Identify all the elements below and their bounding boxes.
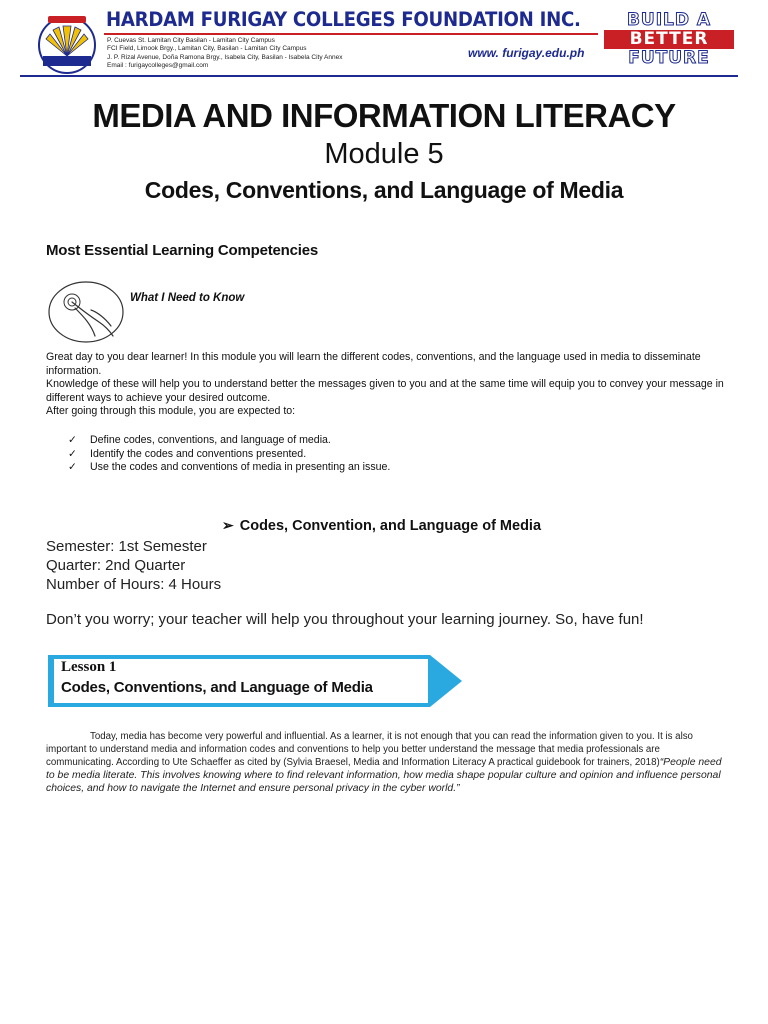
body-text: Today, media has become very powerful and influential. As a learner, it is not enough that you can read the information given to you. It is also important to understand media and information codes and conventions to help you better understand the message that media professionals are communicating. According to Ute Schaeffer as cited by (Sylvia Braesel, Media and Information Literacy A practical guidebook for trainers, 2018): [46, 731, 693, 768]
intro-paragraph: Knowledge of these will help you to understand better the messages given to you and at the same time will equip you to convey your message in different ways to achieve your desired outcome.: [46, 378, 724, 404]
list-item: [68, 461, 390, 475]
module-subtitle: Codes, Conventions, and Language of Media: [144, 177, 624, 203]
header-divider-navy: [20, 75, 738, 77]
campus-line: FCI Field, Limook Brgy., Lamitan City, Basilan - Lamitan City Campus: [107, 45, 307, 53]
objectives-list: [68, 434, 390, 475]
module-number: Module 5: [324, 138, 444, 170]
slogan-line: FUTURE: [628, 48, 710, 68]
objective-text: Define codes, conventions, and language of media.: [90, 434, 331, 446]
what-i-need-to-know-heading: What I Need to Know: [130, 292, 245, 304]
school-name: HARDAM FURIGAY COLLEGES FOUNDATION INC.: [106, 8, 581, 31]
quarter-text: Quarter: 2nd Quarter: [46, 557, 186, 574]
campus-line: P. Cuevas St. Lamitan City Basilan - Lamitan City Campus: [107, 37, 275, 44]
arrow-bullet-icon: ➢: [222, 517, 234, 533]
checkmark-icon: ✓: [68, 434, 77, 446]
document-title: MEDIA AND INFORMATION LITERACY: [92, 97, 676, 134]
website-link[interactable]: www. furigay.edu.ph: [468, 46, 585, 60]
objective-text: Use the codes and conventions of media in presenting an issue.: [90, 461, 391, 474]
section-heading: [222, 517, 541, 534]
touch-hand-icon: [47, 280, 125, 344]
list-item: [68, 448, 390, 462]
hours-text: Number of Hours: 4 Hours: [46, 576, 222, 593]
intro-paragraph: Great day to you dear learner! In this module you will learn the different codes, conventions, and the language used in media to disseminate information.: [46, 351, 701, 377]
course-info: [46, 537, 221, 594]
slogan-graphic: [604, 11, 734, 73]
school-logo: [34, 12, 100, 74]
quote-text: “People need to be media literate. This involves knowing where to find relevant information, how media shape popular culture and opinion and influence personal choices, and how to navigate the Internet and ensure personal privacy in the cyber world.”: [46, 756, 722, 794]
lesson-label: Lesson 1: [61, 659, 117, 675]
lesson-body: [46, 731, 724, 796]
competencies-heading: Most Essential Learning Competencies: [46, 242, 319, 259]
checkmark-icon: ✓: [68, 461, 77, 474]
email-line: Email : furigaycolleges@gmail.com: [107, 61, 209, 69]
encouragement-text: Don’t you worry; your teacher will help you throughout your learning journey. So, have fun!: [46, 611, 644, 628]
intro-text: [46, 351, 726, 419]
checkmark-icon: ✓: [68, 447, 77, 460]
lesson-title: Codes, Conventions, and Language of Media: [61, 679, 373, 696]
campus-line: J. P. Rizal Avenue, Doña Ramona Brgy., Isabela City, Basilan - Isabela City Annex: [107, 53, 343, 61]
semester-text: Semester: 1st Semester: [46, 538, 207, 555]
intro-paragraph: After going through this module, you are expected to:: [46, 405, 296, 418]
list-item: [68, 434, 390, 448]
slogan-line: BUILD A: [626, 10, 712, 30]
section-heading-text: Codes, Convention, and Language of Media: [239, 518, 542, 534]
campus-addresses: [107, 37, 342, 70]
objective-text: Identify the codes and conventions presented.: [90, 447, 307, 460]
slogan-line: BETTER: [604, 30, 734, 49]
header-divider-red: [104, 33, 598, 35]
